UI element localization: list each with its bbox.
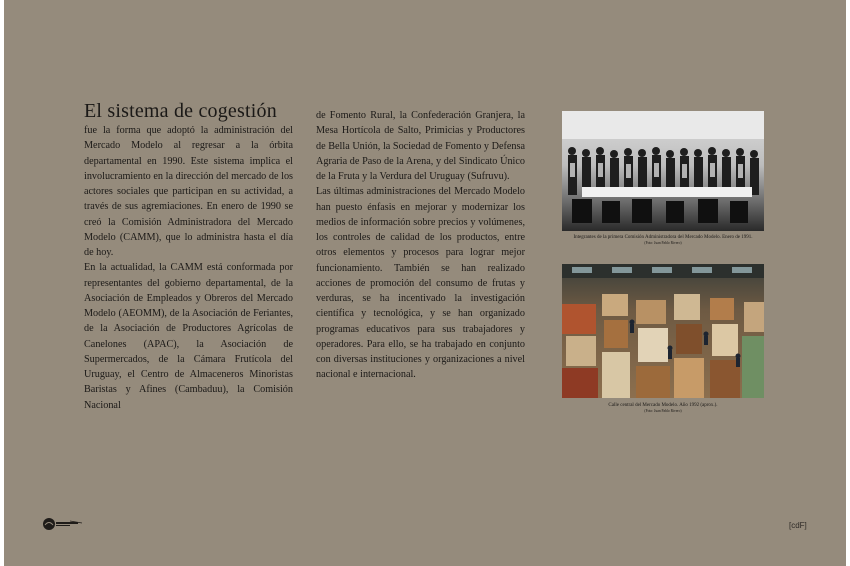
paragraph: Las últimas administraciones del Mercado Modelo han puesto énfasis en mejorar y modernizar los medios de información sobre precios y volúmenes, los controles de calidad de los productos, entre otros elementos y procesos para lograr mejor funcionamiento. También se han realizado acciones de promoción del consumo de frutas y verduras, se ha incentivado la investigación científica y tecnológica, y se han organizado programas educativos para sus trabajadores y operadores. Para ello, se ha trabajado en conjunto con diversas instituciones y organizaciones a nivel nacional e internacional. — [316, 186, 525, 381]
photo-credit: (Foto: Juan Pablo Rivero) — [644, 241, 682, 245]
caption-text: Calle central del Mercado Modelo. Año 1992 (aprox.). — [608, 403, 718, 408]
paragraph: de Fomento Rural, la Confederación Granjera, la Mesa Hortícola de Salto, Primicias y Productores de Bella Unión, la Sociedad de Fomento y Defensa Agraria de Paso de la Arena, y del Sindicato Único de la Fruta y la Verdura del Uruguay (Sufruvu). — [316, 110, 525, 182]
market-street-photo — [562, 264, 764, 398]
folio-mark: [cdF] — [789, 521, 807, 530]
text-column-1 — [84, 123, 293, 413]
caption-text: Integrantes de la primera Comisión Administradora del Mercado Modelo. Enero de 1991. — [573, 235, 753, 240]
section-title: El sistema de cogestión — [84, 100, 277, 122]
commission-group-photo — [562, 111, 764, 231]
paragraph: En la actualidad, la CAMM está conformada por representantes del gobierno departamental, de la Asociación de Empleados y Obreros del Mercado Modelo (AEOMM), de la Asociación de Feriantes, de la Asociación de Productores Agrícolas de Canelones (APAC), la Asociación de Supermercados, de la Cámara Frutícola del Uruguay, el Centro de Almaceneros Minoristas Baristas y Afines (Cambaduu), la Comisión Nacional — [84, 262, 293, 411]
publisher-logo-icon — [42, 517, 84, 531]
photo-caption-2 — [562, 403, 764, 414]
paragraph: fue la forma que adoptó la administración del Mercado Modelo al regresar a la órbita departamental en 1990. Este sistema implica el involucramiento en la dirección del mercado de los actores sociales que participan en su actividad, a través de sus agremiaciones. En enero de 1990 se creó la Comisión Administradora del Mercado Modelo (CAMM), que lo administra hasta el día de hoy. — [84, 125, 293, 258]
photo-caption-1 — [562, 235, 764, 246]
photo-credit: (Foto: Juan Pablo Rivero) — [644, 409, 682, 413]
text-column-2 — [316, 108, 525, 383]
